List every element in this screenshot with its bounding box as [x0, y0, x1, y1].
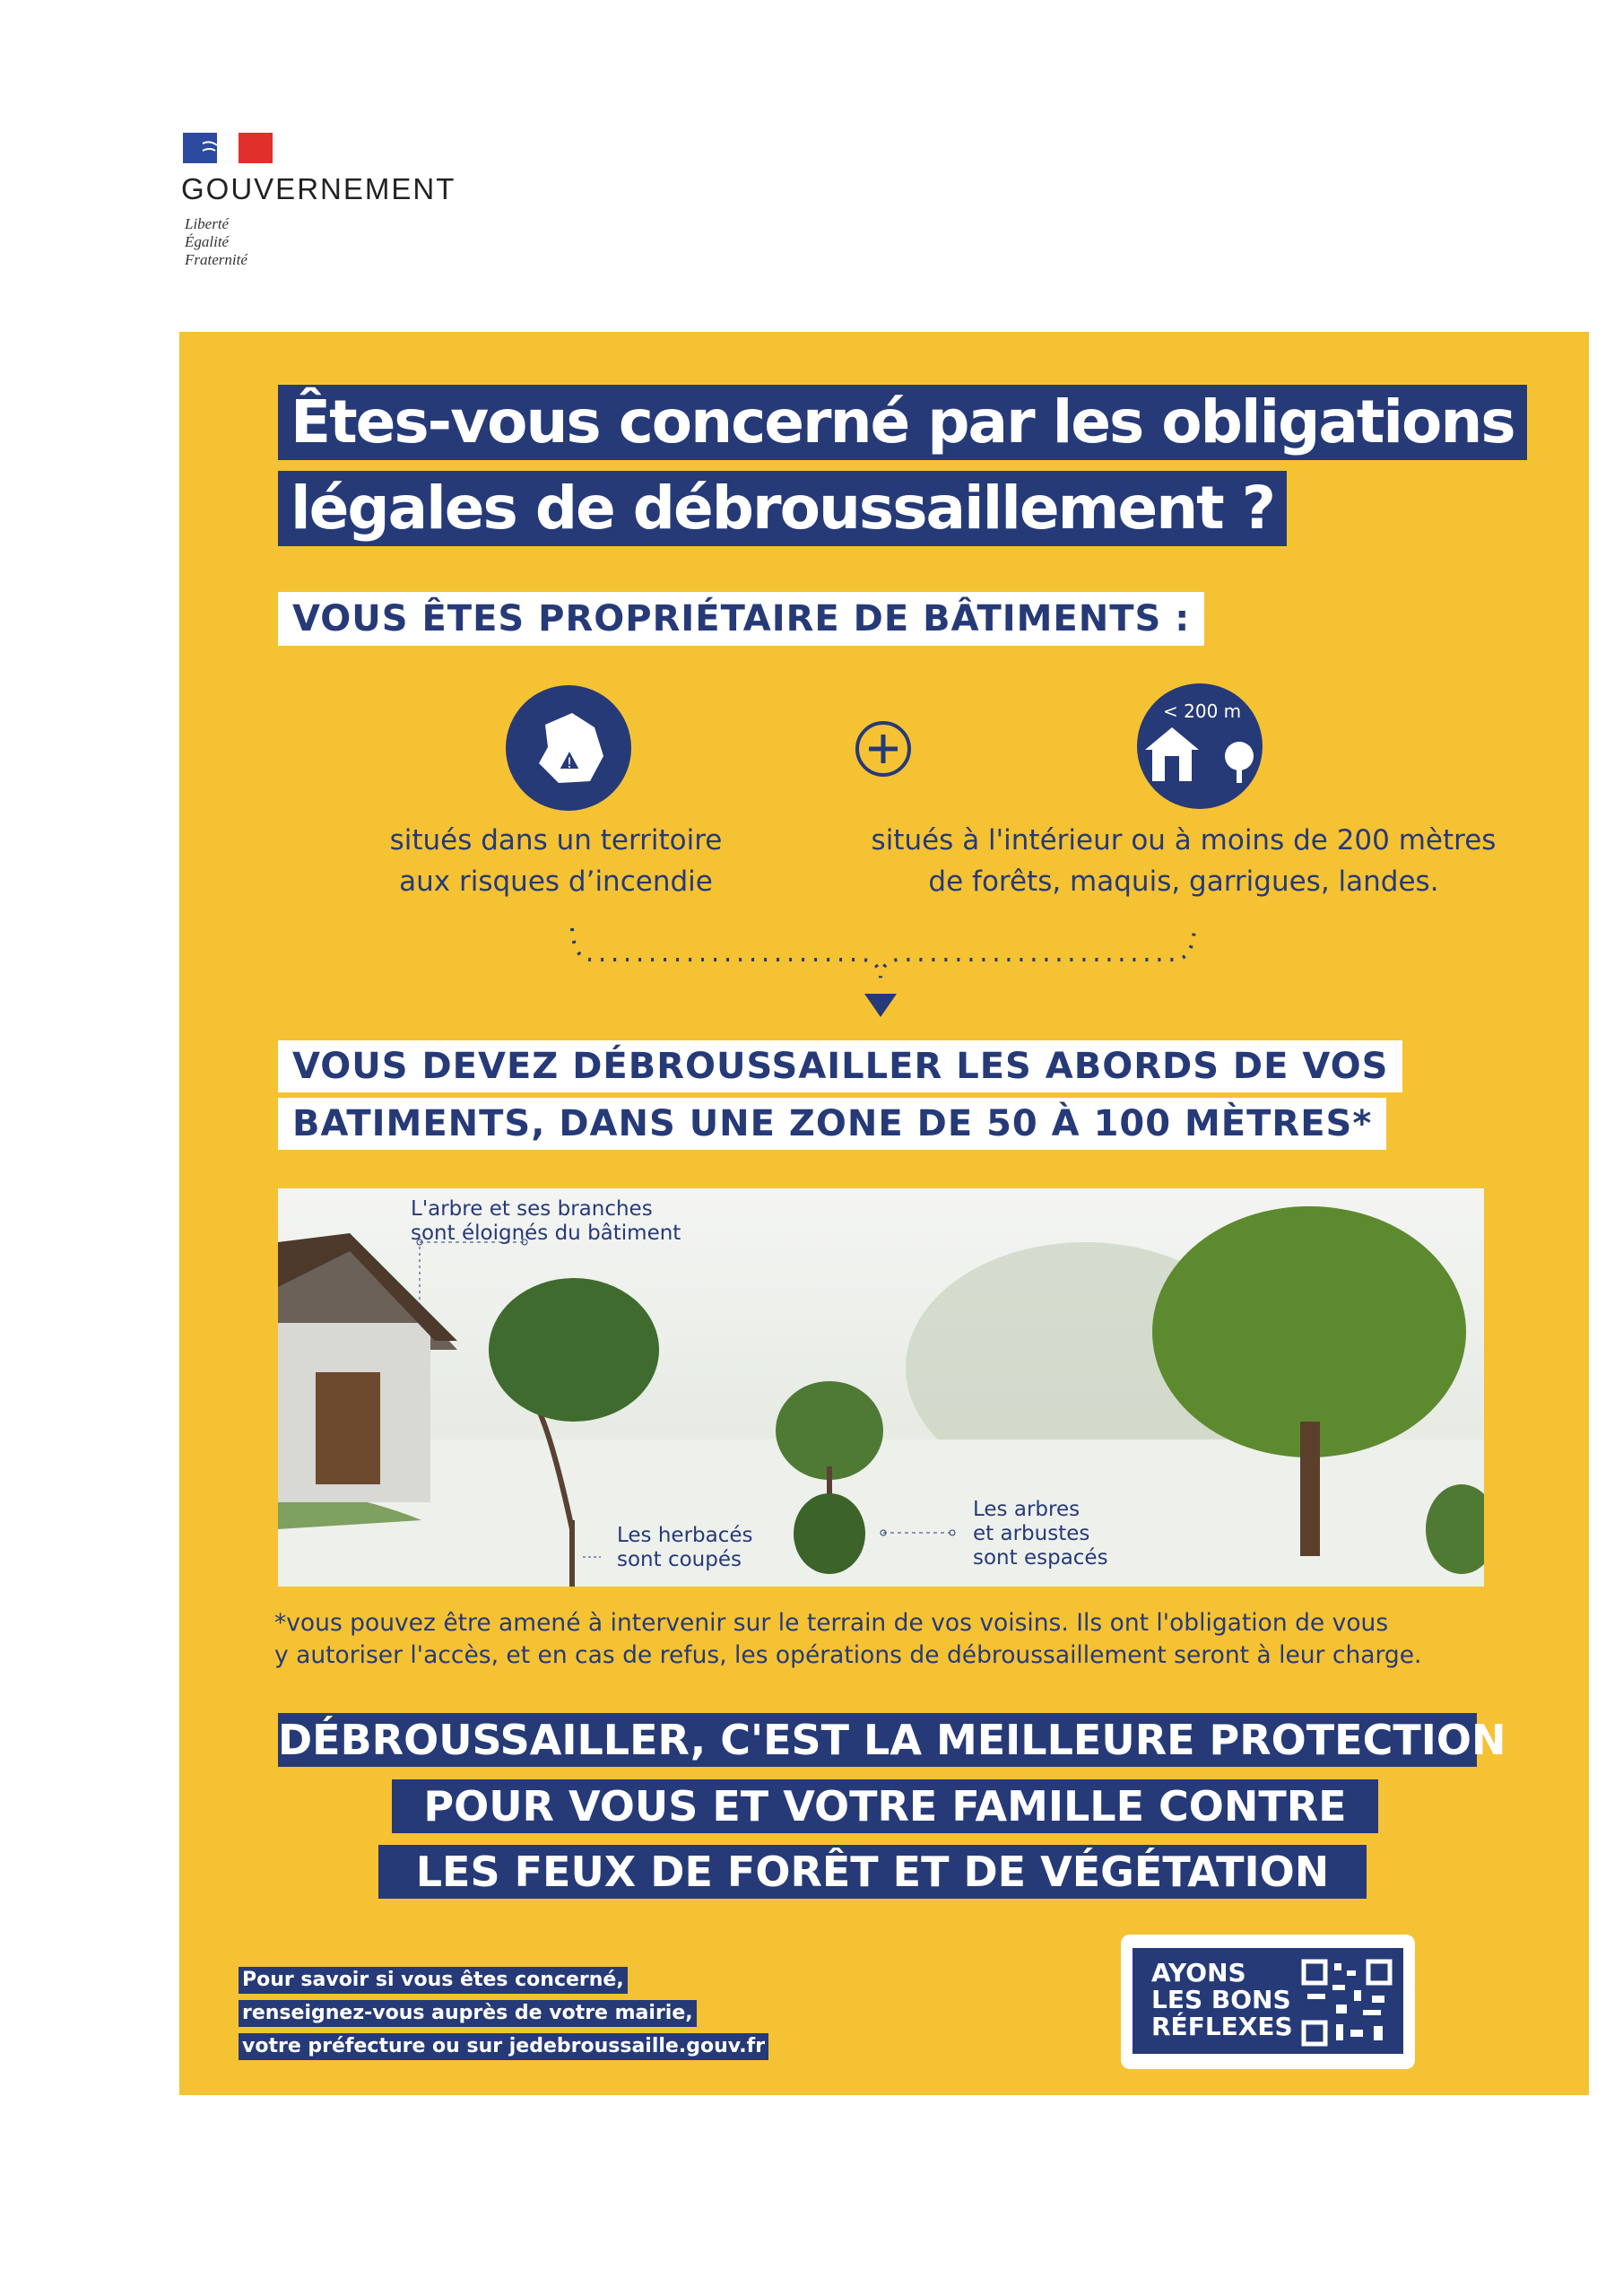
title-line-2: légales de débroussaillement ?	[278, 471, 1287, 546]
campaign-line1: AYONS	[1151, 1958, 1246, 1987]
banner-line-2: POUR VOUS ET VOTRE FAMILLE CONTRE	[392, 1779, 1378, 1833]
condition-2-line2: de forêts, maquis, garrigues, landes.	[928, 865, 1439, 898]
label2-line2: sont coupés	[617, 1548, 742, 1571]
house-forest-icon	[1136, 683, 1263, 810]
banner-line-3: LES FEUX DE FORÊT ET DE VÉGÉTATION	[378, 1845, 1367, 1899]
label-tree-distance	[411, 1197, 681, 1246]
landscape-illustration	[278, 1188, 1484, 1587]
qr-code[interactable]	[1300, 1958, 1393, 2048]
label-herbaceous	[617, 1524, 753, 1572]
condition-1-line2: aux risques d’incendie	[399, 865, 713, 898]
devise	[185, 215, 247, 269]
campaign-line2: LES BONS	[1151, 1985, 1291, 2014]
label3-line3: sont espacés	[973, 1546, 1108, 1570]
obligation-line-1: VOUS DEVEZ DÉBROUSSAILLER LES ABORDS DE VOS	[278, 1040, 1402, 1092]
distance-badge: < 200 m	[1163, 700, 1242, 722]
campaign-line3: RÉFLEXES	[1151, 2012, 1293, 2041]
campaign-badge	[1121, 1935, 1415, 2069]
campaign-text	[1151, 1960, 1293, 2040]
devise-liberte: Liberté	[185, 215, 230, 232]
title-line-1: Êtes-vous concerné par les obligations	[278, 385, 1527, 460]
info-line3: votre préfecture ou sur jedebroussaille.gouv.fr	[239, 2033, 768, 2060]
footnote	[274, 1607, 1421, 1672]
devise-egalite: Égalité	[185, 233, 230, 250]
footnote-line2: y autoriser l'accès, et en cas de refus, les opérations de débroussaillement seront à leur charge.	[274, 1641, 1422, 1669]
obligation-line-2: BATIMENTS, DANS UNE ZONE DE 50 À 100 MÈTRES*	[278, 1098, 1386, 1150]
label2-line1: Les herbacés	[617, 1524, 753, 1547]
dotted-connector	[565, 924, 1202, 1022]
info-line2: renseignez-vous auprès de votre mairie,	[239, 2000, 697, 2027]
marianne-logo	[183, 133, 273, 163]
banner-line-1: DÉBROUSSAILLER, C'EST LA MEILLEURE PROTECTION	[278, 1713, 1477, 1767]
condition-1-text	[287, 820, 825, 902]
plus-icon	[855, 720, 912, 778]
condition-2-text	[825, 820, 1542, 902]
label1-line1: L'arbre et ses branches	[411, 1197, 653, 1221]
label3-line1: Les arbres	[973, 1498, 1081, 1521]
label3-line2: et arbustes	[973, 1522, 1090, 1545]
condition-1-line1: situés dans un territoire	[389, 824, 723, 857]
subtitle: VOUS ÊTES PROPRIÉTAIRE DE BÂTIMENTS :	[278, 592, 1204, 646]
svg-text:!: !	[566, 754, 573, 771]
label-trees-spaced	[973, 1498, 1108, 1570]
government-logo-text: GOUVERNEMENT	[181, 172, 456, 205]
devise-fraternite: Fraternité	[185, 251, 247, 268]
info-line1: Pour savoir si vous êtes concerné,	[239, 1967, 628, 1994]
footnote-line1: *vous pouvez être amené à intervenir sur le terrain de vos voisins. Ils ont l'obligation de vous	[274, 1609, 1389, 1637]
condition-2-line1: situés à l'intérieur ou à moins de 200 mètres	[871, 824, 1497, 857]
france-warning-icon	[505, 684, 632, 812]
label1-line2: sont éloignés du bâtiment	[411, 1222, 681, 1245]
info-text	[239, 1964, 768, 2064]
